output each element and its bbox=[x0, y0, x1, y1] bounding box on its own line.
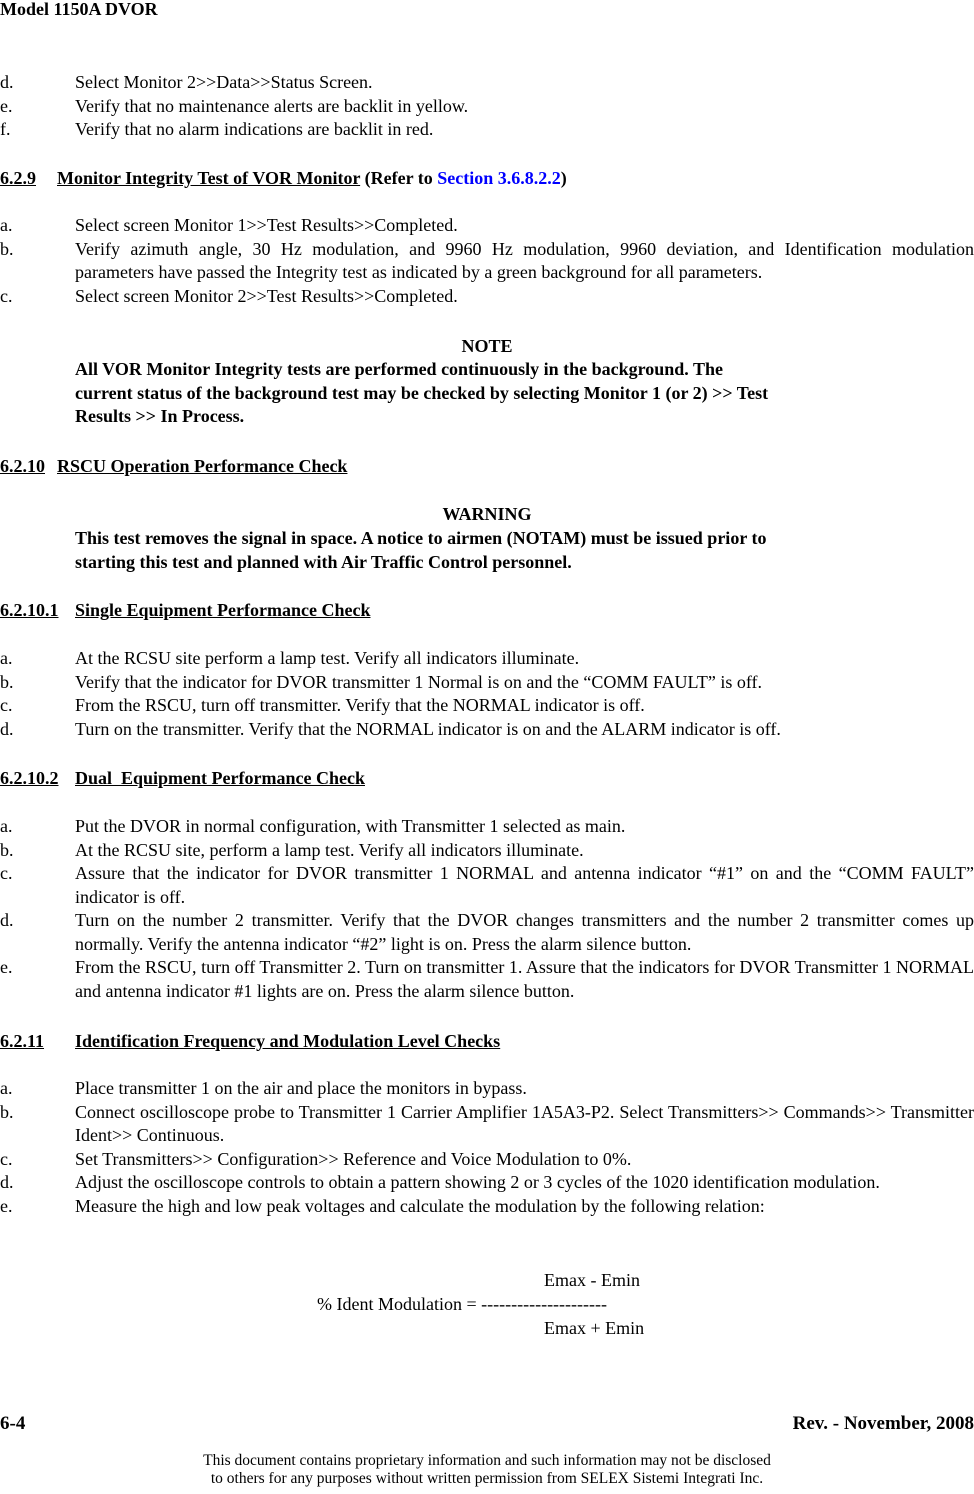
list-item: a. Put the DVOR in normal configuration, with Transmitter 1 selected as main. bbox=[0, 816, 626, 836]
section-reference-link[interactable]: Section 3.6.8.2.2 bbox=[437, 168, 561, 188]
list-item: a. Place transmitter 1 on the air and place the monitors in bypass. bbox=[0, 1078, 527, 1098]
note-body: All VOR Monitor Integrity tests are performed continuously in the background. The current status of the background test may be checked by selecting Monitor 1 (or 2) >> Test Results >> In Process. bbox=[75, 359, 769, 426]
list-item: c. Select screen Monitor 2>>Test Results>>Completed. bbox=[0, 285, 458, 306]
list-item: b. Connect oscilloscope probe to Transmitter 1 Carrier Amplifier 1A5A3-P2. Select Transmitters>> Commands>> Transmitter Ident>> Continuous. bbox=[0, 1101, 974, 1145]
section-heading-6-2-10-1: 6.2.10.1 Single Equipment Performance Check bbox=[0, 600, 371, 620]
formula-lhs: % Ident Modulation = --------------------- bbox=[317, 1294, 608, 1314]
list-item: c. Set Transmitters>> Configuration>> Reference and Voice Modulation to 0%. bbox=[0, 1148, 632, 1169]
list-item: b. Verify that the indicator for DVOR transmitter 1 Normal is on and the “COMM FAULT” is off. bbox=[0, 671, 763, 692]
list-item: c. Assure that the indicator for DVOR transmitter 1 NORMAL and antenna indicator “#1” on and the “COMM FAULT” indicator is off. bbox=[0, 863, 974, 907]
list-item: b. Verify azimuth angle, 30 Hz modulation, and 9960 Hz modulation, 9960 deviation, and Identification modulation parameters have passed the Integrity test as indicated by a green background for all parameters. bbox=[0, 238, 974, 282]
list-item: a. At the RCSU site perform a lamp test. Verify all indicators illuminate. bbox=[0, 648, 580, 668]
list-item: d. Select Monitor 2>>Data>>Status Screen. bbox=[0, 72, 373, 92]
warning-title: WARNING bbox=[442, 504, 532, 524]
top-steps bbox=[0, 71, 974, 142]
steps-6-2-10-2 bbox=[0, 815, 974, 1003]
formula-numerator: Emax - Emin bbox=[544, 1270, 640, 1290]
revision-date: Rev. - November, 2008 bbox=[792, 1413, 974, 1434]
section-heading-6-2-10: 6.2.10 RSCU Operation Performance Check bbox=[0, 456, 348, 476]
steps-6-2-9 bbox=[0, 214, 974, 308]
list-item: f. Verify that no alarm indications are backlit in red. bbox=[0, 119, 434, 139]
list-item: e. Measure the high and low peak voltages and calculate the modulation by the following relation: bbox=[0, 1195, 765, 1216]
page-number: 6-4 bbox=[0, 1413, 26, 1434]
list-item: e. From the RSCU, turn off Transmitter 2. Turn on transmitter 1. Assure that the indicators for DVOR Transmitter 1 NORMAL and antenna indicator #1 lights are on. Press the alarm silence button. bbox=[0, 957, 974, 1001]
formula-denominator: Emax + Emin bbox=[544, 1318, 645, 1338]
section-heading-6-2-10-2: 6.2.10.2 Dual Equipment Performance Check bbox=[0, 768, 365, 788]
list-item: e. Verify that no maintenance alerts are backlit in yellow. bbox=[0, 95, 469, 116]
list-item: d. Turn on the transmitter. Verify that the NORMAL indicator is on and the ALARM indicator is off. bbox=[0, 718, 781, 739]
steps-6-2-10-1 bbox=[0, 647, 974, 741]
list-item: a. Select screen Monitor 1>>Test Results>>Completed. bbox=[0, 215, 458, 235]
list-item: b. At the RCSU site, perform a lamp test. Verify all indicators illuminate. bbox=[0, 839, 584, 860]
section-heading-6-2-11: 6.2.11 Identification Frequency and Modulation Level Checks bbox=[0, 1031, 501, 1051]
proprietary-disclaimer: This document contains proprietary information and such information may not be disclosed to others for any purposes without written permission from SELEX Sistemi Integrati Inc. bbox=[203, 1452, 771, 1487]
list-item: d. Adjust the oscilloscope controls to obtain a pattern showing 2 or 3 cycles of the 1020 identification modulation. bbox=[0, 1172, 880, 1192]
warning-body: This test removes the signal in space. A notice to airmen (NOTAM) must be issued prior to starting this test and planned with Air Traffic Control personnel. bbox=[75, 528, 767, 572]
note-title: NOTE bbox=[461, 336, 513, 356]
page-header-title: Model 1150A DVOR bbox=[0, 0, 158, 19]
list-item: d. Turn on the number 2 transmitter. Verify that the DVOR changes transmitters and the number 2 transmitter comes up normally. Verify the antenna indicator “#2” light is on. Press the alarm silence button. bbox=[0, 910, 974, 954]
section-heading-6-2-9: 6.2.9 Monitor Integrity Test of VOR Monitor (Refer to Section 3.6.8.2.2) bbox=[0, 168, 567, 188]
steps-6-2-11 bbox=[0, 1077, 974, 1218]
list-item: c. From the RSCU, turn off transmitter. Verify that the NORMAL indicator is off. bbox=[0, 695, 645, 715]
